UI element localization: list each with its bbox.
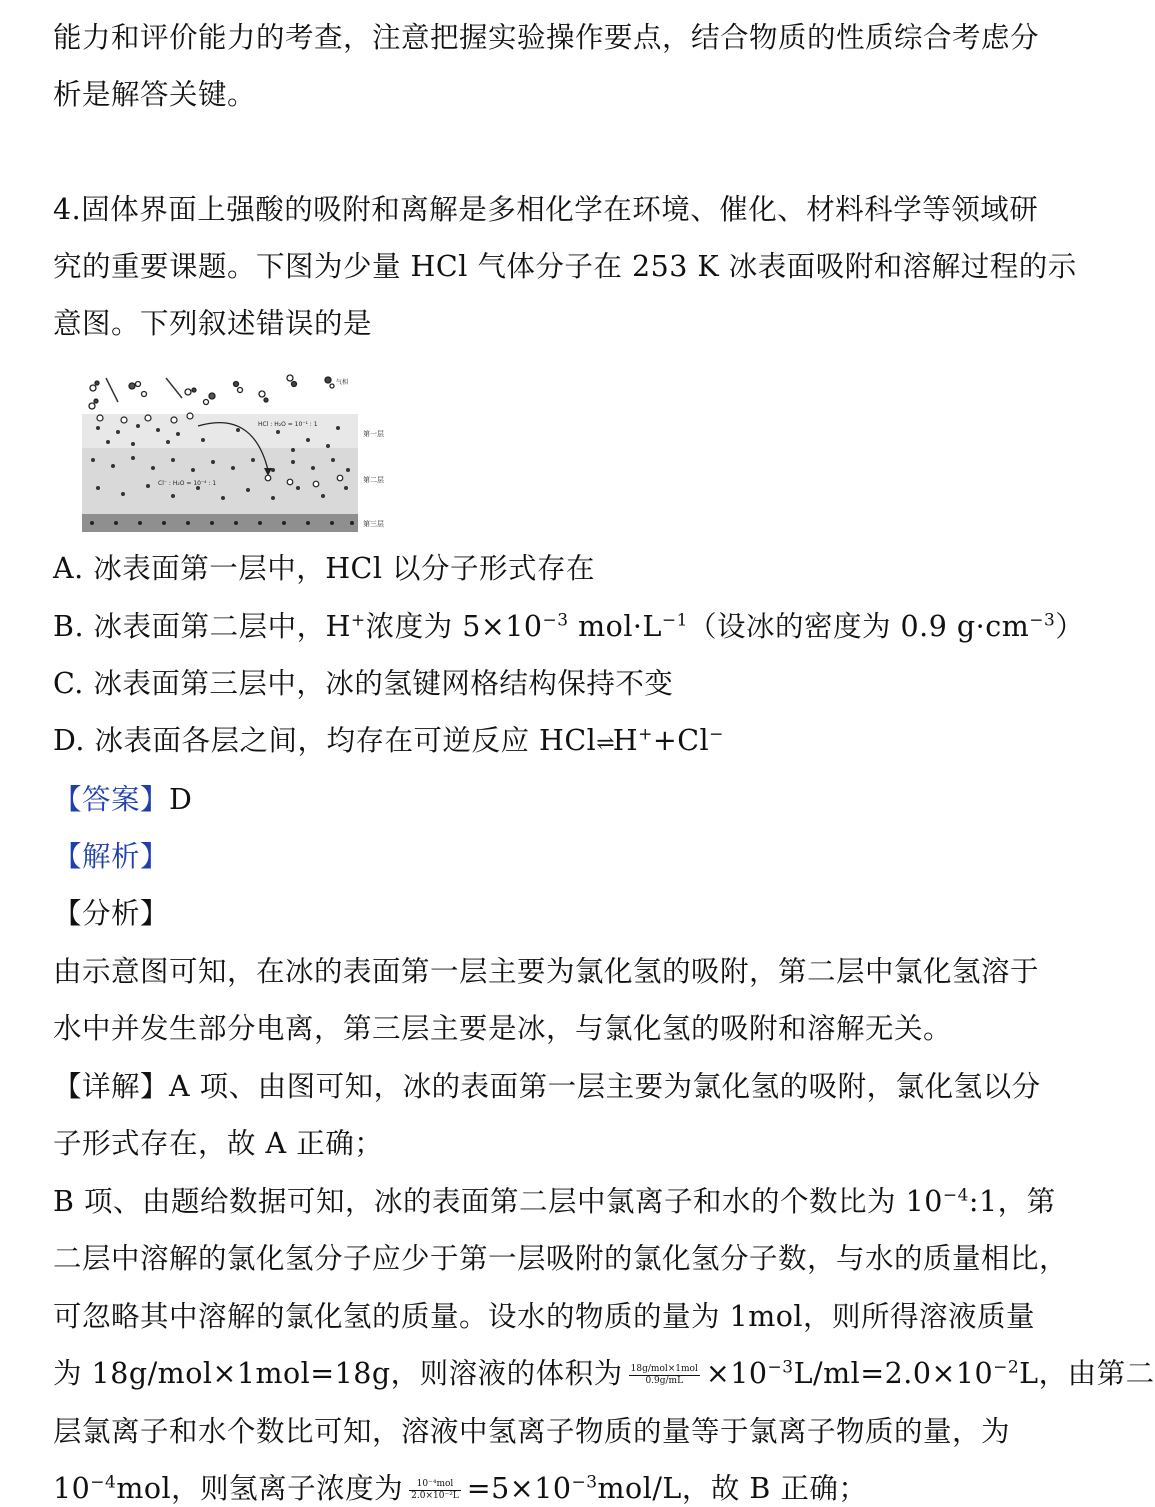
- option-a: A. 冰表面第一层中，HCl 以分子形式存在: [53, 552, 596, 585]
- detail-text: 为 18g/mol×1mol=18g，则溶液的体积为: [53, 1357, 623, 1390]
- fraction-denominator: 2.0×10⁻²L: [411, 1491, 459, 1501]
- option-b-text: 浓度为 5×10: [365, 610, 543, 643]
- detail-text: L，由第二: [1019, 1357, 1155, 1390]
- ratio-mid-label: Cl⁻ : H₂O = 10⁻⁴ : 1: [158, 480, 217, 487]
- superscript: +: [638, 724, 653, 745]
- volume-fraction: [629, 1364, 700, 1387]
- superscript: −4: [942, 1185, 969, 1206]
- superscript: −3: [571, 1472, 598, 1493]
- ratio-top-label: HCl : H₂O = 10⁻¹ : 1: [258, 421, 318, 428]
- detail-line: [53, 1069, 1040, 1105]
- option-d-text: H: [612, 724, 639, 757]
- detail-text: 10: [53, 1472, 91, 1505]
- gas-phase-molecules: [89, 375, 334, 409]
- detail-text: ×10: [705, 1357, 768, 1390]
- option-d-text: D. 冰表面各层之间，均存在可逆反应 HCl: [53, 724, 597, 757]
- detail-text: :1，第: [968, 1185, 1056, 1218]
- layer-three-label: 第三层: [363, 520, 384, 528]
- superscript: +: [350, 610, 366, 631]
- detail-text: B 项、由题给数据可知，冰的表面第二层中氯离子和水的个数比为 10: [53, 1185, 943, 1218]
- fraction-denominator: 0.9g/mL: [645, 1376, 684, 1386]
- answer-value: D: [169, 783, 193, 816]
- detail-line: [53, 1356, 1155, 1392]
- question-line: 究的重要课题。下图为少量 HCl 气体分子在 253 K 冰表面吸附和溶解过程的示: [53, 250, 1077, 283]
- fenxi-label: 【分析】: [53, 897, 170, 930]
- detail-line: 二层中溶解的氯化氢分子应少于第一层吸附的氯化氢分子数，与水的质量相比，: [53, 1242, 1069, 1275]
- gas-phase-label: 气相: [336, 379, 349, 386]
- answer-line: [53, 782, 1040, 818]
- question-line: 意图。下列叙述错误的是: [53, 307, 373, 340]
- layer-three-band: [82, 514, 358, 532]
- answer-label: 【答案】: [53, 783, 170, 816]
- detail-text: =5×10: [466, 1472, 572, 1505]
- analysis-line: 由示意图可知，在冰的表面第一层主要为氯化氢的吸附，第二层中氯化氢溶于: [53, 955, 1040, 988]
- detail-line: 子形式存在，故 A 正确；: [53, 1127, 384, 1160]
- question-line: 4.固体界面上强酸的吸附和离解是多相化学在环境、催化、材料科学等领域研: [53, 193, 1039, 226]
- option-c: C. 冰表面第三层中，冰的氢键网格结构保持不变: [53, 667, 674, 700]
- superscript: −3: [767, 1357, 794, 1378]
- concentration-fraction: [409, 1479, 461, 1502]
- detail-line: [53, 1184, 1056, 1220]
- fraction-numerator: 10⁻⁴mol: [409, 1479, 461, 1491]
- text-line: 能力和评价能力的考查，注意把握实验操作要点，结合物质的性质综合考虑分: [53, 21, 1040, 54]
- equilibrium-arrow-icon: ⇌: [596, 731, 613, 756]
- option-b-text: mol·L: [568, 610, 662, 643]
- superscript: −3: [1029, 610, 1056, 631]
- superscript: −2: [993, 1357, 1020, 1378]
- detail-text: L/ml=2.0×10: [793, 1357, 994, 1390]
- option-b-text: （设冰的密度为 0.9 g·cm: [687, 610, 1030, 643]
- superscript: −: [709, 724, 724, 745]
- detail-text: mol，则氢离子浓度为: [116, 1472, 404, 1505]
- detail-line: [53, 1471, 1040, 1507]
- option-b: [53, 609, 1085, 645]
- layer-two-label: 第二层: [363, 476, 384, 484]
- superscript: −3: [542, 610, 569, 631]
- detail-label: 【详解】: [53, 1070, 170, 1103]
- superscript: −1: [661, 610, 688, 631]
- detail-line: 可忽略其中溶解的氯化氢的质量。设水的物质的量为 1mol，则所得溶液质量: [53, 1300, 1035, 1333]
- text-line: 析是解答关键。: [53, 78, 257, 111]
- ice-surface-diagram: [78, 370, 398, 540]
- detail-line: 层氯离子和水个数比可知，溶液中氢离子物质的量等于氯离子物质的量，为: [53, 1415, 1011, 1448]
- layer-one-label: 第一层: [363, 430, 384, 438]
- fraction-numerator: 18g/mol×1mol: [630, 1364, 698, 1374]
- detail-text: A 项、由图可知，冰的表面第一层主要为氯化氢的吸附，氯化氢以分: [169, 1070, 1041, 1103]
- superscript: −4: [90, 1472, 117, 1493]
- analysis-label: 【解析】: [53, 840, 170, 873]
- option-d-text: +Cl: [652, 724, 710, 757]
- analysis-line: 水中并发生部分电离，第三层主要是冰，与氯化氢的吸附和溶解无关。: [53, 1012, 953, 1045]
- option-d: [53, 723, 1040, 762]
- option-b-text: ）: [1055, 610, 1085, 643]
- option-b-text: B. 冰表面第二层中，H: [53, 610, 351, 643]
- detail-text: mol/L，故 B 正确；: [597, 1472, 868, 1505]
